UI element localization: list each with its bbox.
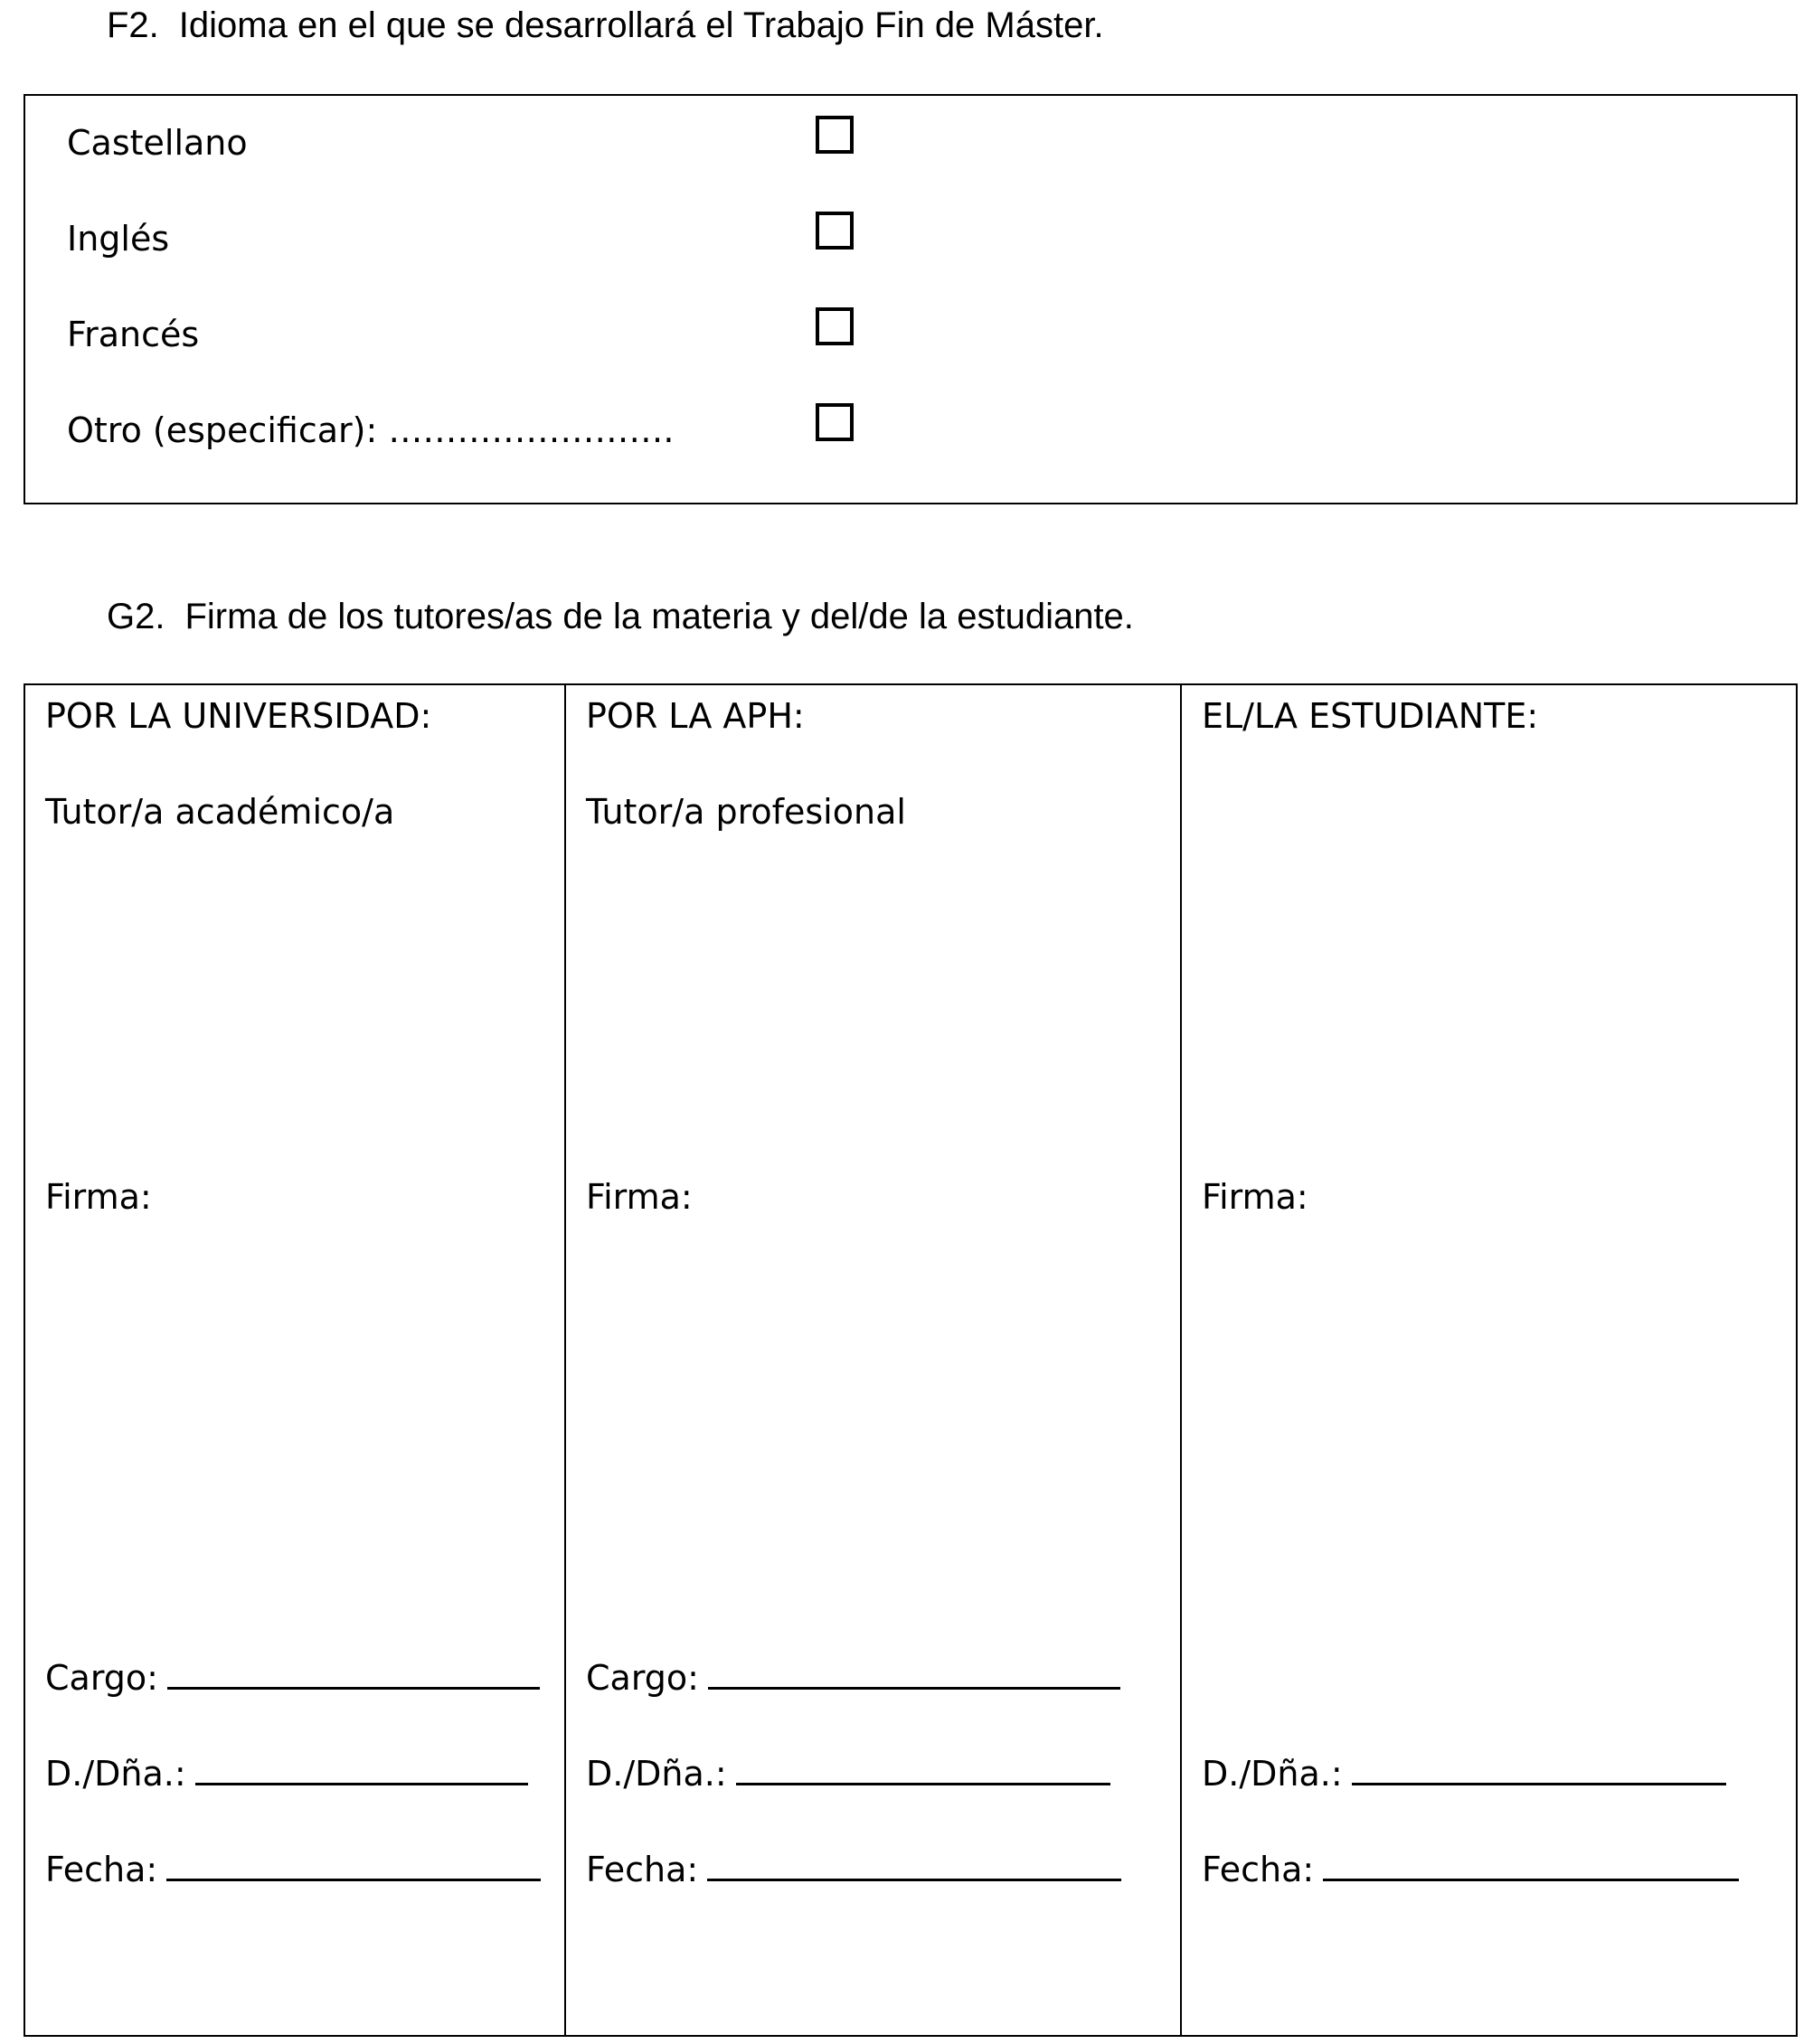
dna-field [586, 1754, 1110, 1794]
fecha-field [45, 1850, 541, 1889]
firma-label: Firma: [586, 1177, 693, 1217]
fecha-label: Fecha: [1202, 1850, 1315, 1889]
dna-input-line[interactable] [1352, 1755, 1726, 1785]
language-option-label: Otro (especificar): ……………………. [67, 410, 675, 450]
signature-column-universidad [25, 685, 564, 2035]
cargo-label: Cargo: [45, 1658, 158, 1698]
language-option-castellano [25, 116, 1796, 170]
language-options-box [24, 94, 1798, 504]
dna-input-line[interactable] [736, 1755, 1110, 1785]
dna-label: D./Dña.: [45, 1754, 186, 1794]
cargo-field [45, 1658, 540, 1698]
section-g2-title: Firma de los tutores/as de la materia y del/de la estudiante. [184, 597, 1134, 636]
otro-checkbox[interactable] [816, 403, 854, 441]
fecha-input-line[interactable] [1323, 1851, 1739, 1881]
firma-label: Firma: [1202, 1177, 1308, 1217]
language-option-ingles [25, 212, 1796, 266]
language-option-label: Castellano [67, 123, 248, 163]
column-subtitle: Tutor/a profesional [586, 792, 906, 832]
column-subtitle: Tutor/a académico/a [45, 792, 395, 832]
section-f2-number: F2. [107, 5, 159, 45]
cargo-input-line[interactable] [708, 1659, 1120, 1690]
dna-input-line[interactable] [195, 1755, 528, 1785]
fecha-input-line[interactable] [707, 1851, 1121, 1881]
dna-label: D./Dña.: [586, 1754, 727, 1794]
frances-checkbox[interactable] [816, 307, 854, 345]
section-g2-heading [107, 597, 1134, 637]
cargo-field [586, 1658, 1120, 1698]
section-f2-title: Idioma en el que se desarrollará el Trabajo Fin de Máster. [178, 5, 1104, 45]
dna-field [45, 1754, 528, 1794]
signature-table [24, 683, 1798, 2037]
signature-column-aph [564, 685, 1182, 2035]
language-option-otro [25, 403, 1796, 457]
language-option-label: Inglés [67, 219, 170, 259]
ingles-checkbox[interactable] [816, 212, 854, 250]
castellano-checkbox[interactable] [816, 116, 854, 154]
firma-label: Firma: [45, 1177, 152, 1217]
dna-field [1202, 1754, 1726, 1794]
cargo-input-line[interactable] [167, 1659, 540, 1690]
section-g2-number: G2. [107, 597, 165, 636]
language-option-frances [25, 307, 1796, 362]
fecha-input-line[interactable] [166, 1851, 541, 1881]
cargo-label: Cargo: [586, 1658, 699, 1698]
fecha-label: Fecha: [45, 1850, 158, 1889]
column-header: POR LA UNIVERSIDAD: [45, 696, 432, 736]
language-option-label: Francés [67, 315, 200, 354]
section-f2-heading [107, 5, 1104, 46]
fecha-field [1202, 1850, 1739, 1889]
column-header: EL/LA ESTUDIANTE: [1202, 696, 1539, 736]
signature-column-estudiante [1180, 685, 1799, 2035]
dna-label: D./Dña.: [1202, 1754, 1343, 1794]
fecha-label: Fecha: [586, 1850, 699, 1889]
fecha-field [586, 1850, 1121, 1889]
column-header: POR LA APH: [586, 696, 805, 736]
